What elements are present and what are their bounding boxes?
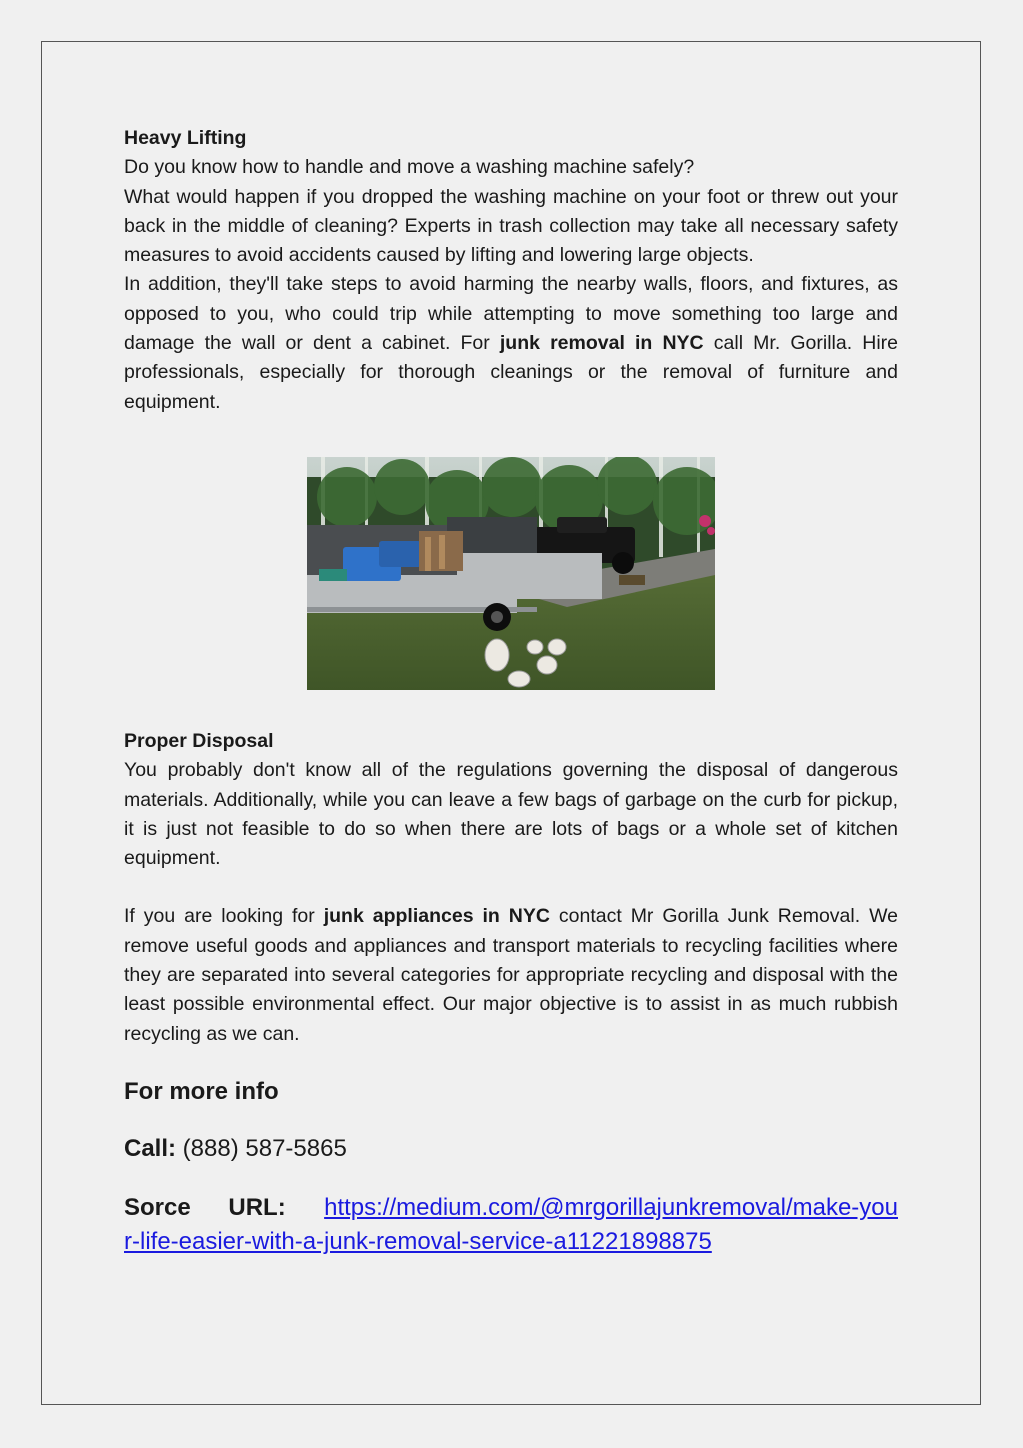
paragraph-text: In addition, they'll take steps to avoid harming the nearby walls, floors, and fixtures, as opposed to you, who could trip while attempting to move something too large and damage the wall or dent a cabinet. For [124,273,898,355]
heading-proper-disposal: Proper Disposal [124,729,274,752]
source-url-link[interactable]: https://medium.com/@mrgorillajunkremoval/make-your-life-easier-with-a-junk-removal-service-a11221898875 [124,1193,898,1255]
source-url-line [124,1191,898,1259]
paragraph-regulations: You probably don't know all of the regulations governing the disposal of dangerous materials. Additionally, while you can leave a few bags of garbage on the curb for pickup, it is just not feasible to do so when there are lots of bags or a whole set of kitchen equipment. [124,759,898,870]
paragraph-washing-machine-question: Do you know how to handle and move a washing machine safely? [124,156,695,179]
paragraph-damage-avoidance [124,270,898,416]
more-info-heading: For more info [124,1077,279,1105]
source-url-label: Sorce URL: [124,1193,286,1221]
section-proper-disposal [124,727,898,1049]
keyword-junk-removal-nyc: junk removal in NYC [499,332,704,355]
call-label: Call: [124,1134,177,1162]
junk-truck-photo [307,457,715,690]
paragraph-junk-appliances [124,902,898,1048]
junk-truck-illustration [307,457,715,690]
paragraph-text: contact Mr Gorilla Junk Removal. We remove useful goods and appliances and transport materials to recycling facilities where they are separated into several categories for appropriate recycling and disposal with the least possible environmental effect. Our major objective is to assist in as much rubbish recycling as we can. [124,905,898,1045]
call-line [124,1134,898,1164]
heading-heavy-lifting: Heavy Lifting [124,127,247,149]
keyword-junk-appliances-nyc: junk appliances in NYC [323,905,550,928]
phone-number: (888) 587-5865 [176,1134,347,1162]
paragraph-text: If you are looking for [124,905,324,928]
paragraph-dropping-risk: What would happen if you dropped the washing machine on your foot or threw out your back in the middle of cleaning? Experts in trash collection may take all necessary safety measures to avoid accidents caused by lifting and lowering large objects. [124,185,898,267]
paragraph-text: call Mr. Gorilla. Hire professionals, especially for thorough cleanings or the removal of furniture and equipment. [124,332,899,413]
document-body [124,124,898,1259]
